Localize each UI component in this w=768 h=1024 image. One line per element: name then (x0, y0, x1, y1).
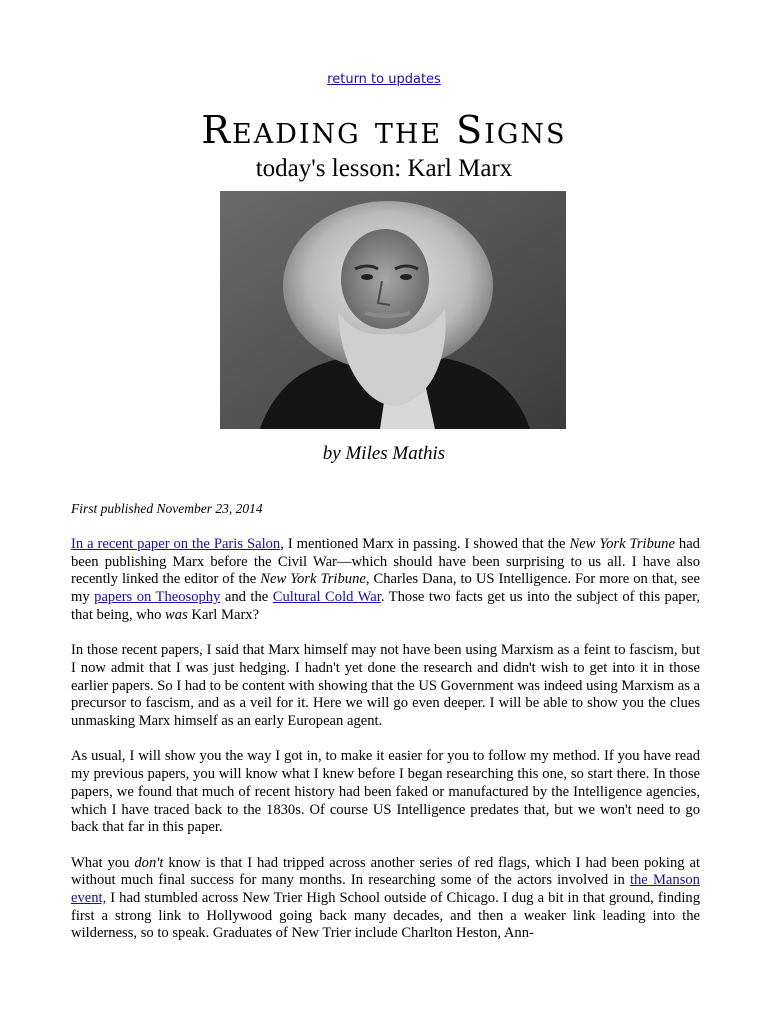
publication-date: First published November 23, 2014 (71, 501, 263, 516)
text-span: I had stumbled across New Trier High School outside of Chicago. I dug a bit in that ground, finding first a strong link to Hollywood going back many decades, and then a weaker link leading into the wilderness, so to speak. Graduates of New Trier include Charlton Heston, Ann- (71, 890, 700, 942)
byline: by Miles Mathis (322, 443, 446, 464)
page-subtitle: today's lesson: Karl Marx (255, 155, 513, 182)
text-span: had been publishing Marx before the Civil War—which should have been surprising to us all. I have also recently linked the editor of the (71, 536, 700, 588)
text-span: . Those two facts get us into the subject of this paper, that being, who (71, 589, 701, 623)
paragraph-3: As usual, I will show you the way I got in, to make it easier for you to follow my method. If you have read my previous papers, you will know what I knew before I began researching this one, so start there. In those papers, we found that much of recent history had been faked or manufactured by the Intelligence agencies, which I have traced back to the 1830s. Of course US Intelligence predates that, but we won't need to go back that far in this paper. (71, 748, 700, 836)
return-nav (0, 72, 768, 87)
text-span: , I mentioned Marx in passing. I showed that the (280, 536, 570, 552)
text-span: , Charles Dana, to US Intelligence. For more on that, see my (71, 571, 700, 606)
article-body (71, 536, 700, 961)
paragraph-2: In those recent papers, I said that Marx himself may not have been using Marxism as a feint to fascism, but I now admit that I was just hedging. I hadn't yet done the research and didn't wish to get into it in those earlier papers. So I had to be content with showing that the US Government was indeed using Marxism as a precursor to fascism, and as a veil for it. Here we will go even deeper. I will be able to show you the clues unmasking Marx himself as an early European agent. (71, 642, 701, 730)
text-span: What you (71, 854, 135, 871)
italic-text: New York Tribune (569, 536, 675, 552)
cultural-cold-war-link[interactable]: Cultural Cold War (272, 589, 381, 606)
return-to-updates-link[interactable]: return to updates (327, 72, 441, 87)
text-span: Karl Marx? (187, 606, 260, 623)
manson-event-link[interactable]: the Manson event, (71, 872, 700, 907)
theosophy-papers-link[interactable]: papers on Theosophy (94, 589, 221, 606)
italic-text: New York Tribune (260, 571, 366, 588)
italic-text: was (165, 606, 188, 623)
paragraph-4 (71, 855, 700, 944)
paragraph-1 (71, 536, 700, 625)
karl-marx-portrait (220, 191, 566, 429)
text-span: and the (220, 589, 273, 606)
paris-salon-link[interactable]: In a recent paper on the Paris Salon (71, 536, 281, 552)
page-title: Reading the Signs (201, 108, 567, 152)
text-span: know is that I had tripped across another series of red flags, which I had been poking at without much final success for many months. In researching some of the actors involved in (71, 854, 700, 889)
italic-text: don't (134, 854, 164, 871)
